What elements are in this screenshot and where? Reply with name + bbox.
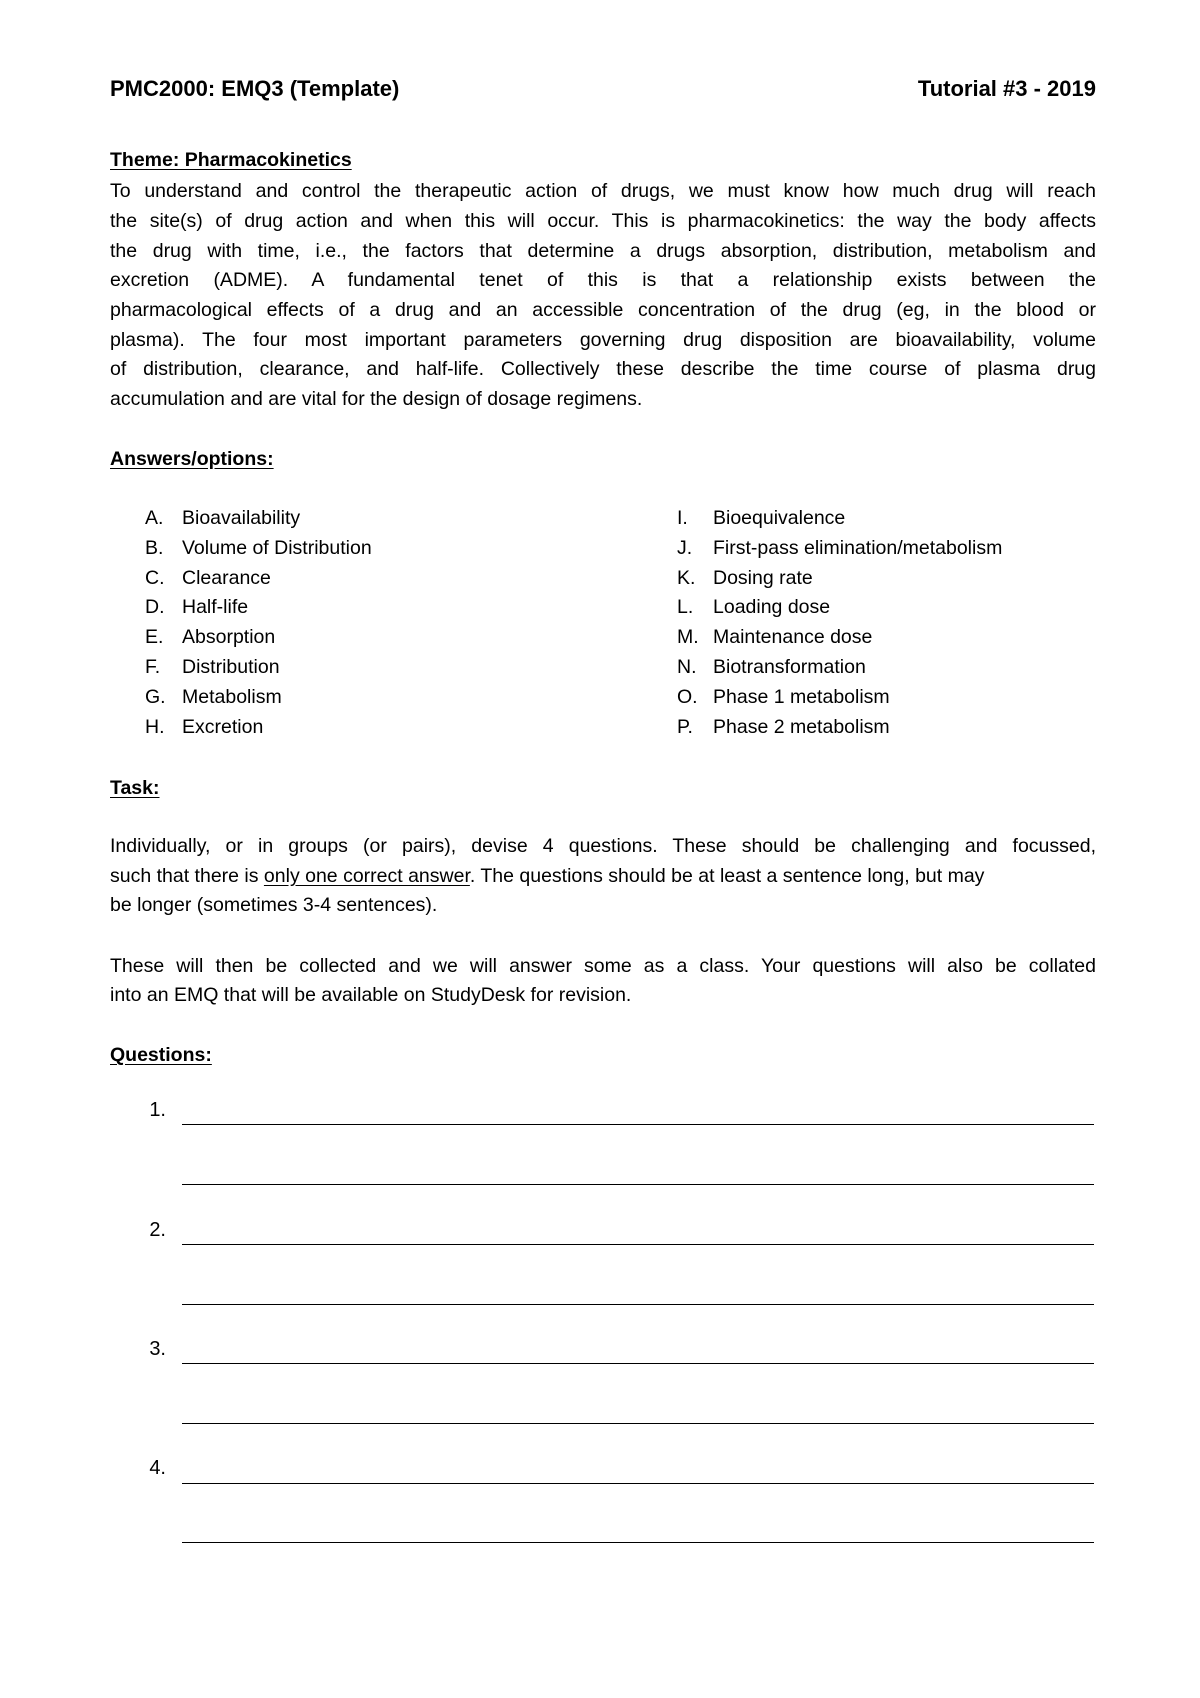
tutorial-label: Tutorial #3 - 2019: [917, 76, 1096, 101]
option-label: Dosing rate: [713, 566, 813, 589]
paragraph-line: plasma). The four most important parameters governing drug disposition are bioavailability, volume: [110, 329, 1096, 351]
option-label: Bioequivalence: [713, 507, 846, 529]
option-letter: C.: [145, 566, 165, 589]
option-label: First-pass elimination/metabolism: [713, 536, 1003, 559]
option-label: Phase 2 metabolism: [713, 715, 890, 738]
question-number: 1.: [149, 1099, 166, 1121]
emphasis-underlined: only one correct answer: [263, 865, 470, 887]
paragraph-line: the drug with time, i.e., the factors that determine a drugs absorption, distribution, metabolism and: [110, 240, 1096, 262]
option-letter: I.: [677, 507, 688, 529]
answer-line[interactable]: [182, 1483, 1094, 1484]
option-label: Loading dose: [713, 596, 831, 619]
question-number: 4.: [149, 1457, 166, 1479]
theme-heading: Theme: Pharmacokinetics: [110, 149, 352, 171]
option-label: Biotransformation: [713, 656, 866, 678]
option-letter: O.: [677, 685, 698, 708]
question-number: 3.: [149, 1338, 166, 1360]
paragraph-line: pharmacological effects of a drug and an accessible concentration of the drug (eg, in the blood or: [110, 299, 1096, 321]
option-label: Metabolism: [182, 685, 282, 708]
answer-line[interactable]: [182, 1184, 1094, 1185]
option-label: Maintenance dose: [713, 626, 873, 649]
option-label: Absorption: [182, 626, 276, 649]
paragraph-line: Individually, or in groups (or pairs), devise 4 questions. These should be challenging and focussed,: [110, 835, 1096, 857]
paragraph-line: the site(s) of drug action and when this will occur. This is pharmacokinetics: the way the body affects: [110, 210, 1096, 232]
paragraph-line: be longer (sometimes 3-4 sentences).: [110, 894, 438, 916]
option-letter: B.: [145, 536, 164, 559]
option-letter: D.: [145, 596, 165, 619]
answer-line[interactable]: [182, 1304, 1094, 1305]
option-letter: K.: [677, 566, 696, 589]
option-label: Volume of Distribution: [182, 536, 372, 559]
questions-heading: Questions:: [110, 1044, 212, 1066]
answer-line[interactable]: [182, 1423, 1094, 1424]
option-letter: H.: [145, 715, 165, 738]
option-letter: N.: [677, 656, 697, 678]
document-title: PMC2000: EMQ3 (Template): [110, 76, 400, 101]
question-number: 2.: [149, 1219, 166, 1241]
paragraph-line: To understand and control the therapeutic action of drugs, we must know how much drug will reach: [110, 180, 1096, 202]
answer-line[interactable]: [182, 1124, 1094, 1125]
option-letter: L.: [677, 596, 694, 619]
text: such that there is: [110, 865, 264, 887]
paragraph-line: accumulation and are vital for the design of dosage regimens.: [110, 388, 643, 410]
text: . The questions should be at least a sentence long, but may: [469, 865, 985, 887]
paragraph-line: excretion (ADME). A fundamental tenet of this is that a relationship exists between the: [110, 269, 1096, 291]
paragraph-line: [110, 861, 1096, 891]
paragraph-line: into an EMQ that will be available on StudyDesk for revision.: [110, 984, 632, 1006]
option-letter: M.: [677, 626, 699, 649]
option-label: Half-life: [182, 596, 249, 619]
option-letter: A.: [145, 507, 164, 529]
option-label: Excretion: [182, 715, 264, 738]
option-letter: G.: [145, 685, 166, 708]
option-label: Distribution: [182, 656, 280, 678]
paragraph-line: These will then be collected and we will answer some as a class. Your questions will also be collated: [110, 955, 1096, 977]
option-letter: F.: [145, 656, 161, 678]
paragraph-line: of distribution, clearance, and half-life. Collectively these describe the time course of plasma drug: [110, 358, 1096, 380]
option-letter: P.: [677, 715, 693, 738]
option-letter: J.: [677, 536, 693, 559]
option-letter: E.: [145, 626, 164, 649]
answer-line[interactable]: [182, 1363, 1094, 1364]
task-heading: Task:: [110, 777, 160, 799]
answer-line[interactable]: [182, 1244, 1094, 1245]
option-label: Phase 1 metabolism: [713, 685, 890, 708]
option-label: Bioavailability: [182, 507, 301, 529]
answers-heading: Answers/options:: [110, 448, 274, 470]
option-label: Clearance: [182, 566, 271, 589]
answer-line[interactable]: [182, 1542, 1094, 1543]
